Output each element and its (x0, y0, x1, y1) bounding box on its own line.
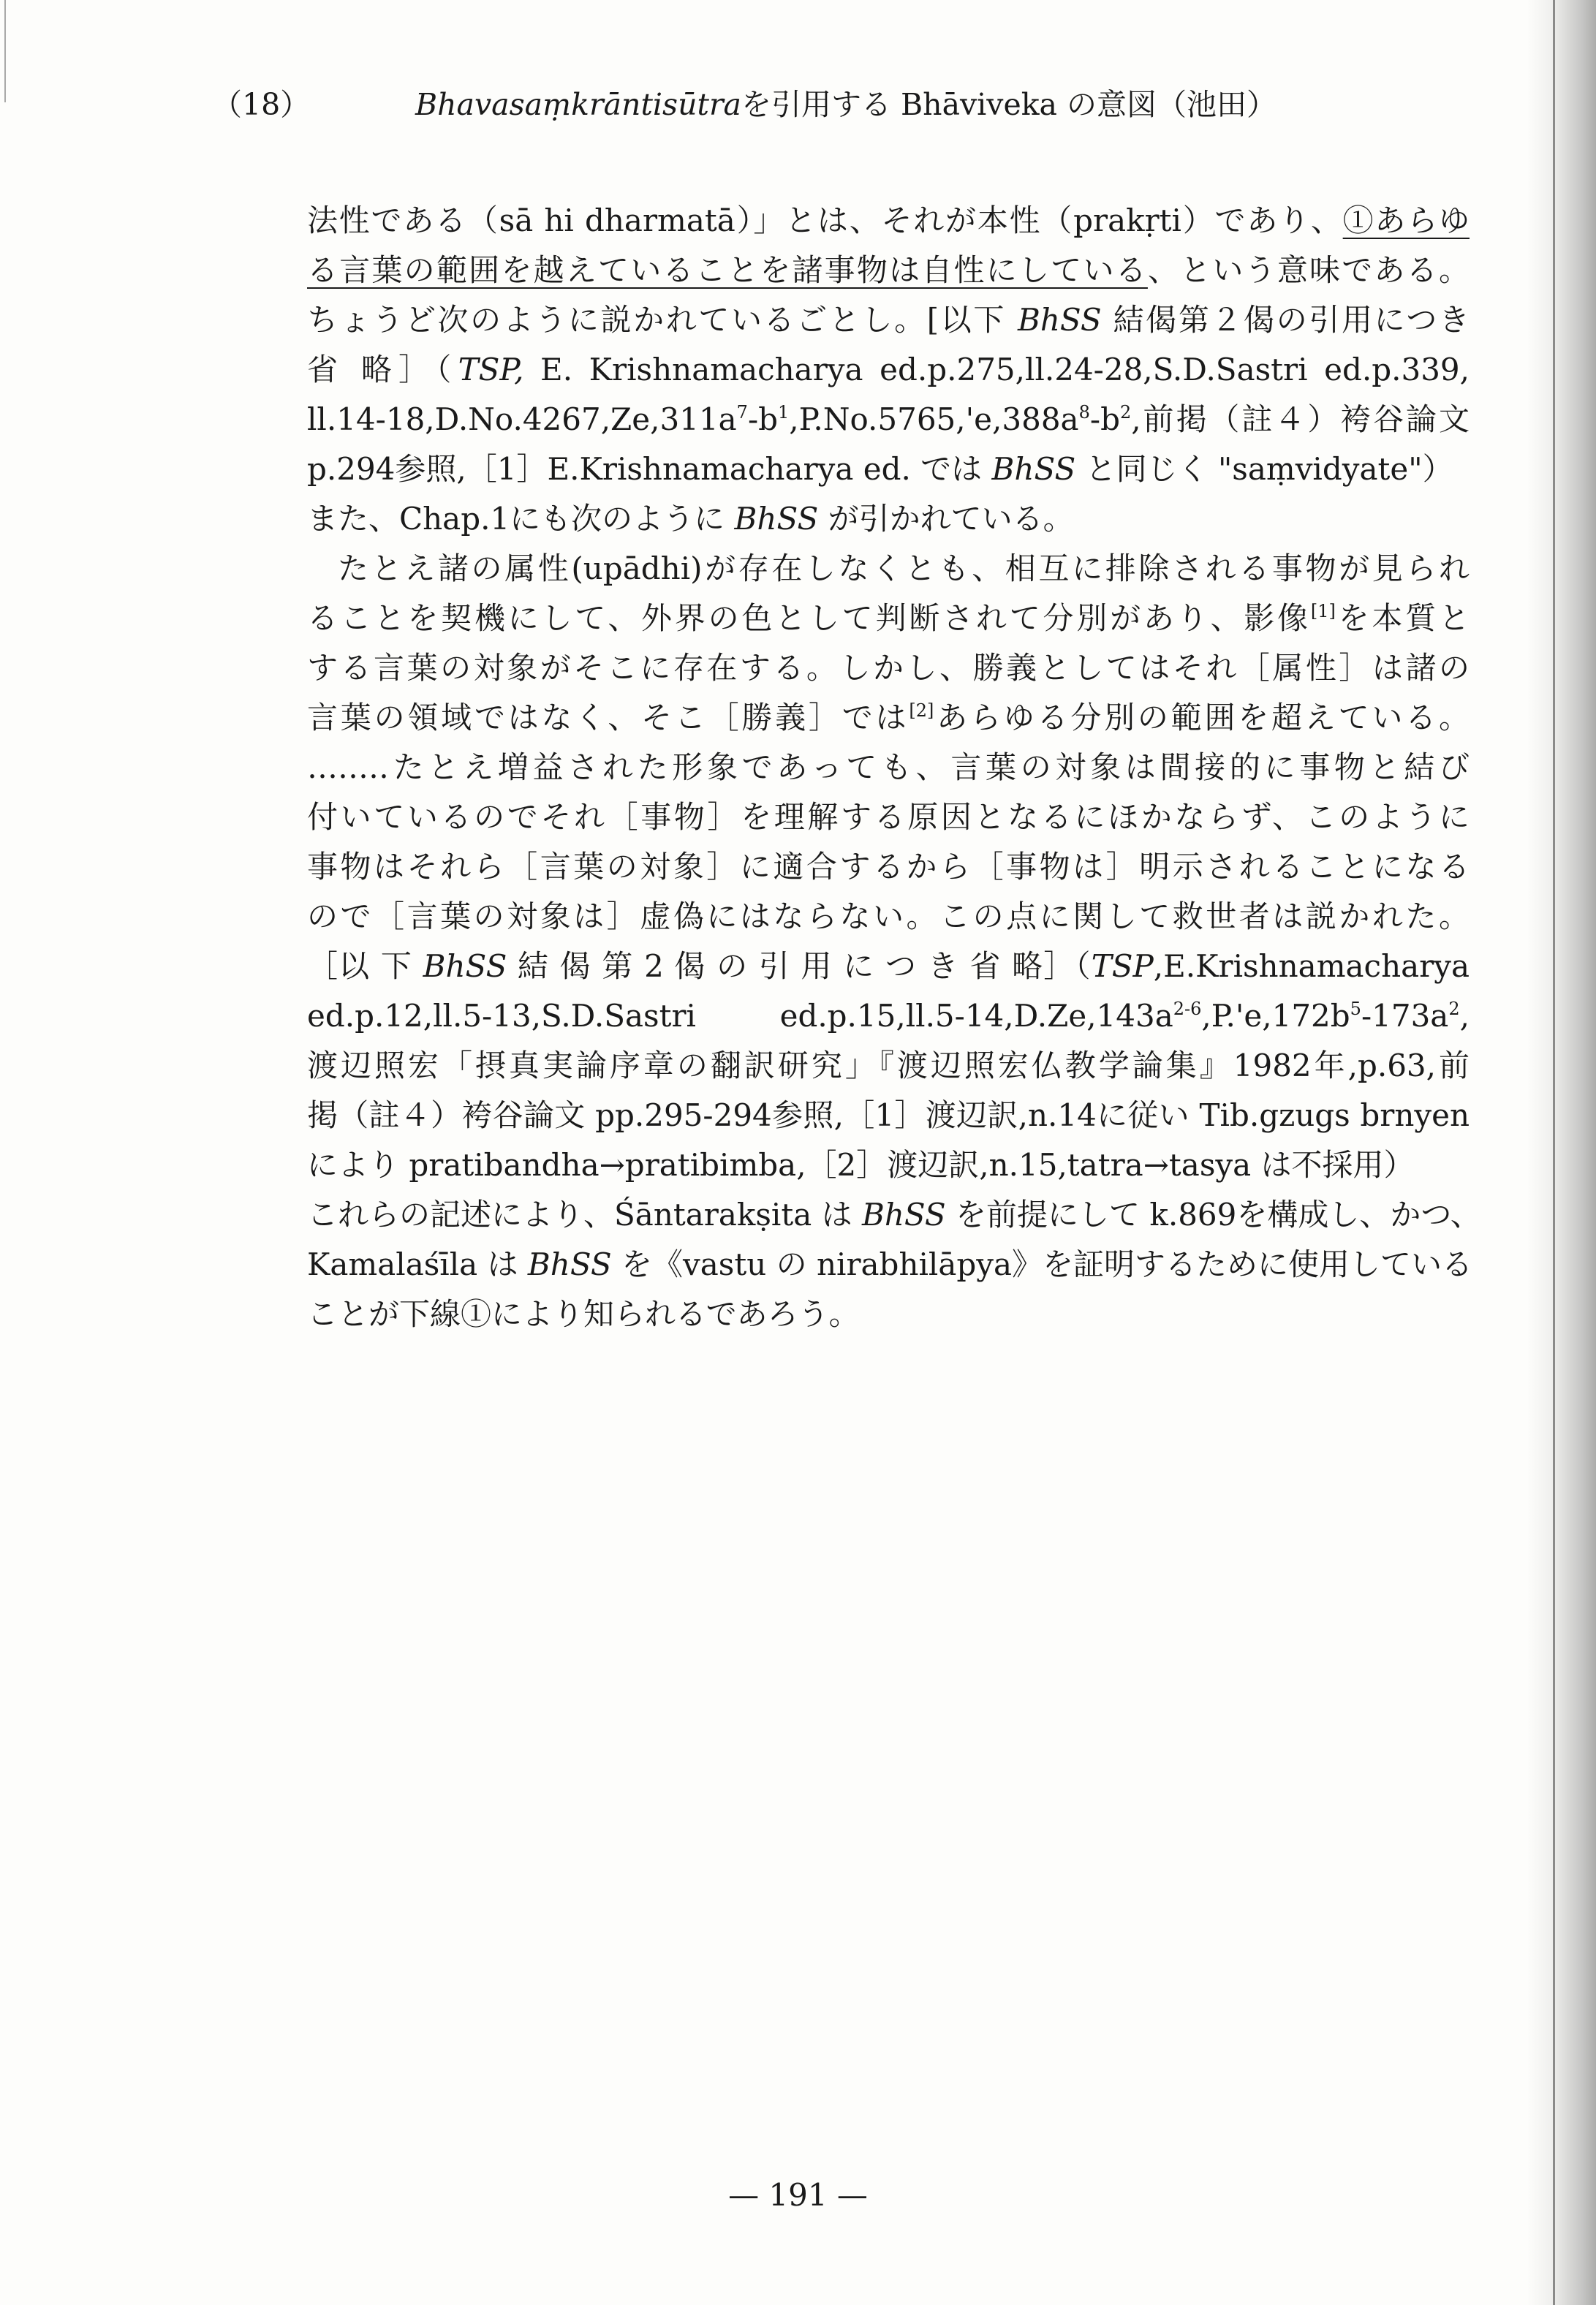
body-line-10: する言葉の対象がそこに存在する。しかし、勝義としてはそれ［属性］は諸の (307, 650, 1470, 686)
underline-1-end: る言葉の範囲を越えていることを諸事物は自性にしている (307, 252, 1148, 288)
body-line-3: ちょうど次のように説かれているごとし。[以下 BhSS 結偈第２偈の引用につき (307, 302, 1470, 338)
body-line-22: Kamalaśīla は BhSS を《vastu の nirabhilāpya》を証明するために使用している (307, 1246, 1473, 1282)
body-line-13: 付いているのでそれ［事物］を理解する原因となるにほかならず、このように (307, 799, 1470, 835)
running-header (0, 80, 1596, 132)
body-line-15: ので［言葉の対象は］虚偽にはならない。この点に関して救世者は説かれた。 (307, 898, 1470, 934)
scan-binding-line (1553, 0, 1555, 2305)
body-line-18: 渡辺照宏「摂真実論序章の翻訳研究」『渡辺照宏仏教学論集』1982年,p.63,前 (307, 1048, 1470, 1083)
body-line-7: また、Chap.1にも次のように BhSS が引かれている。 (307, 501, 1074, 537)
body-line-6: p.294参照,［1］E.Krishnamacharya ed. では BhSS と同じく "saṃvidyate"） (307, 451, 1453, 487)
footer-page-number: — 191 — (728, 2177, 868, 2213)
body-line-16: ［以 下 BhSS 結 偈 第 2 偈 の 引 用 に つ き 省 略］（TSP,E.Krishnamacharya (307, 948, 1470, 984)
body-line-1: 法性である（sā hi dharmatā）」とは、それが本性（prakṛti）であり、①あらゆ (307, 203, 1470, 238)
scan-shadow-edge (1527, 0, 1596, 2305)
running-title-italic: Bhavasaṃkrāntisūtra (415, 87, 741, 122)
body-line-8: たとえ諸の属性(upādhi)が存在しなくとも、相互に排除される事物が見られ (338, 550, 1470, 586)
body-line-20: により pratibandha→pratibimba,［2］渡辺訳,n.15,tatra→tasya は不採用） (307, 1147, 1415, 1183)
body-line-11: 言葉の領域ではなく、そこ［勝義］では[2]あらゆる分別の範囲を超えている。 (307, 700, 1470, 735)
body-line-4: 省 略］（TSP, E. Krishnamacharya ed.p.275,ll.24-28,S.D.Sastri ed.p.339, (307, 352, 1470, 387)
body-line-17: ed.p.12,ll.5-13,S.D.Sastri $ed.p.15,ll.5-14,D.Ze,143a^{2-6},P.'e,172b^5-173a^2$, (307, 998, 1470, 1034)
body-line-5: $ll.14-18,D.No.4267,Ze,311a^7-b^1,P.No.5765,'e,388a^8-b^2$,前掲（註４）袴谷論文 (307, 401, 1470, 437)
body-line-21: これらの記述により、Śāntarakṣita は BhSS を前提にして k.869を構成し、かつ、 (307, 1197, 1481, 1233)
body-line-23: ことが下線①により知られるであろう。 (307, 1296, 860, 1332)
body-line-9: ることを契機にして、外界の色として判断されて分別があり、影像[1]を本質と (307, 600, 1470, 636)
body-line-12: ‥‥‥‥たとえ増益された形象であっても、言葉の対象は間接的に事物と結び (307, 749, 1470, 785)
body-line-2: る言葉の範囲を越えていることを諸事物は自性にしている、という意味である。 (307, 252, 1470, 288)
running-title (415, 80, 1277, 124)
running-title-rest: を引用する Bhāviveka の意図（池田） (741, 87, 1277, 122)
body-line-19: 掲（註４）袴谷論文 pp.295-294参照,［1］渡辺訳,n.14に従い Tib.gzugs brnyen (307, 1097, 1470, 1133)
body-line-14: 事物はそれら［言葉の対象］に適合するから［事物は］明示されることになる (307, 849, 1470, 885)
article-body (307, 196, 1481, 1339)
header-page-number: （18） (212, 87, 311, 122)
underline-1-start: ①あらゆ (1342, 203, 1470, 238)
